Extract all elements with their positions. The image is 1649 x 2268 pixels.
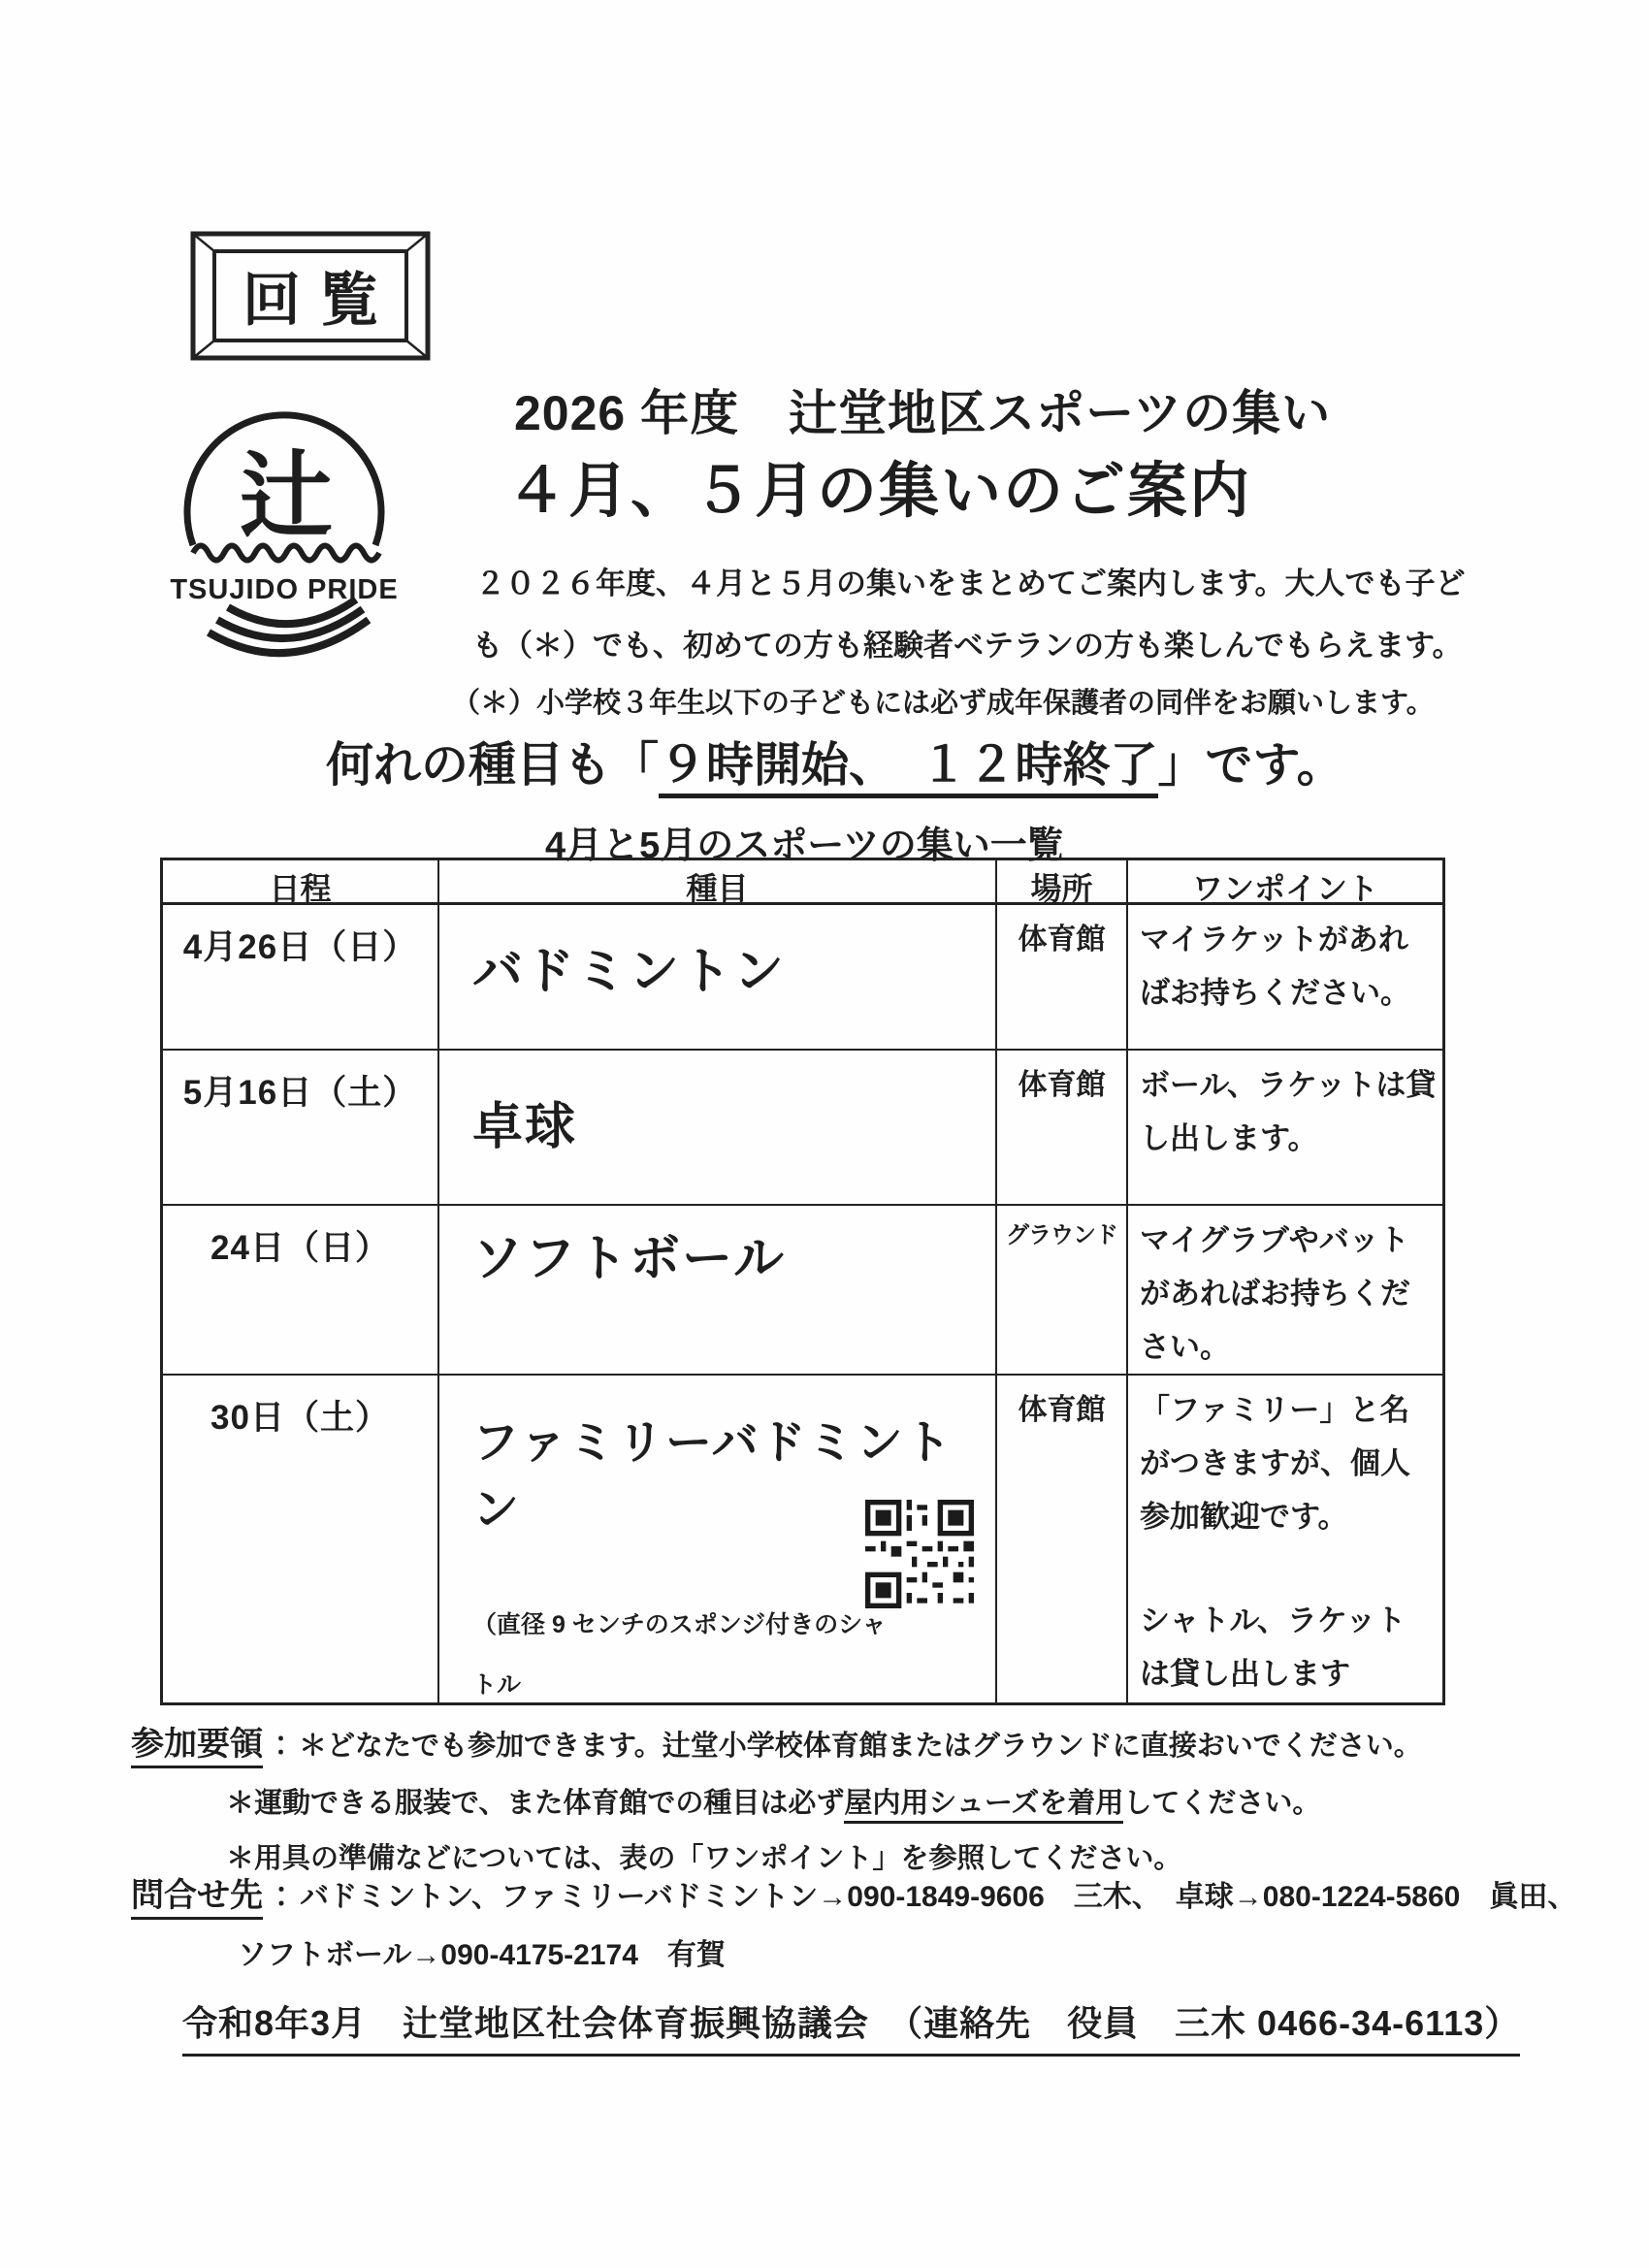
contact-line-1	[131, 1868, 1576, 1916]
contact-label: 問合せ先	[131, 1877, 263, 1920]
note-cell: マイラケットがあれ ばお持ちください。	[1128, 905, 1442, 1051]
intro-line-3: （＊）小学校３年生以下の子どもには必ず成年保護者の同伴をお願いします。	[452, 688, 1435, 719]
intro-line-2: も（＊）でも、初めての方も経験者ベテランの方も楽しんでもらえます。	[472, 629, 1463, 663]
logo-kanji: 辻	[240, 444, 333, 548]
column-header-date: 日程	[163, 860, 439, 905]
note-spacer	[1140, 1543, 1439, 1594]
note-cell: 「ファミリー」と名 がつきますが、個人 参加歓迎です。 シャトル、ラケット は貸し出します	[1128, 1376, 1442, 1702]
contact-line-2	[238, 1930, 726, 1973]
contact-text-1: バドミントン、ファミリーバドミントン→090-1849-9606 三木、 卓球→080-1224-5860 眞田、	[300, 1881, 1577, 1913]
contact-text-2: ソフトボール→090-4175-2174 有賀	[238, 1939, 726, 1971]
date-cell: 30日（土）	[163, 1376, 439, 1702]
indoor-shoes-underlined: 屋内用シューズを着用	[844, 1788, 1123, 1824]
requirements-colon: ：	[267, 1731, 296, 1762]
requirements-text-2: ＊運動できる服装で、また体育館での種目は必ず	[226, 1788, 845, 1819]
qr-code	[865, 1500, 974, 1608]
event-cell: バドミントン	[439, 905, 997, 1051]
date-cell: 24日（日）	[163, 1206, 439, 1376]
event-title: ファミリーバドミントン	[472, 1417, 954, 1536]
event-detail: （直径 9 センチのスポンジ付きのシャトル	[472, 1611, 887, 1699]
requirements-text-1: ＊どなたでも参加できます。辻堂小学校体育館またはグラウンドに直接おいでください。	[299, 1731, 1422, 1762]
column-header-place: 場所	[997, 860, 1128, 905]
issuer-line: 令和8年3月 辻堂地区社会体育振興協議会 （連絡先 役員 三木 0466-34-6113）	[182, 1996, 1520, 2057]
date-cell: 5月16日（土）	[163, 1051, 439, 1206]
column-header-event: 種目	[439, 860, 997, 905]
stamp-label: 回覧	[242, 268, 398, 333]
note-cell: マイグラブやバット があればお持ちくだ さい。	[1128, 1206, 1442, 1376]
schedule-table	[160, 858, 1445, 1705]
time-notice	[326, 728, 1344, 795]
time-notice-suffix: 」です。	[1157, 739, 1344, 792]
logo-bottom-arcs	[209, 599, 369, 653]
requirements-text-3: ＊用具の準備などについては、表の「ワンポイント」を参照してください。	[226, 1843, 1182, 1874]
event-cell	[439, 1376, 997, 1702]
event-cell: ソフトボール	[439, 1206, 997, 1376]
circulation-stamp	[190, 231, 431, 361]
page-title: 2026 年度 辻堂地区スポーツの集い	[514, 386, 1332, 440]
note-cell: ボール、ラケットは貸 し出します。	[1128, 1051, 1442, 1206]
schedule-table-caption: 4月と5月のスポーツの集い一覧	[545, 826, 1064, 866]
time-notice-underlined: ９時開始、 １２時終了	[659, 739, 1158, 798]
tsujido-pride-logo	[171, 407, 398, 654]
logo-wordmark: TSUJIDO PRIDE	[170, 574, 399, 605]
place-cell: 体育館	[997, 905, 1128, 1051]
event-cell: 卓球	[439, 1051, 997, 1206]
tsujido-logo-icon	[171, 407, 398, 654]
requirements-line-2	[226, 1781, 1320, 1821]
intro-line-1: ２０２６年度、４月と５月の集いをまとめてご案内します。大人でも子ど	[475, 567, 1466, 600]
date-cell: 4月26日（日）	[163, 905, 439, 1051]
place-cell: 体育館	[997, 1376, 1128, 1702]
requirements-label: 参加要領	[131, 1726, 263, 1768]
place-cell: グラウンド	[997, 1206, 1128, 1376]
requirements-line-1	[131, 1717, 1422, 1765]
place-cell: 体育館	[997, 1051, 1128, 1206]
time-notice-prefix: 何れの種目も「	[326, 739, 660, 792]
requirements-text-2-end: してください。	[1123, 1788, 1321, 1819]
column-header-note: ワンポイント	[1128, 860, 1442, 905]
logo-wave-line	[193, 546, 379, 561]
page-subtitle: ４月、５月の集いのご案内	[506, 458, 1252, 525]
contact-colon: ：	[267, 1881, 296, 1913]
